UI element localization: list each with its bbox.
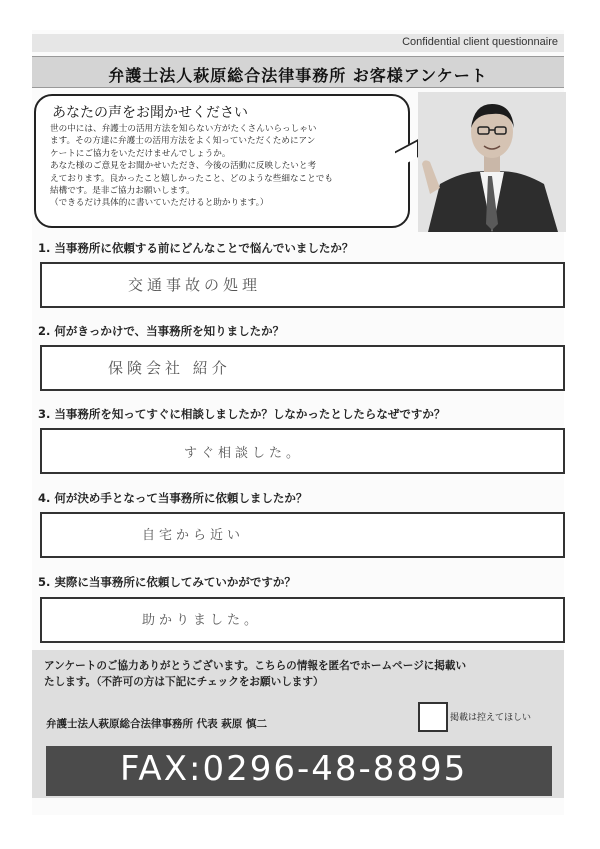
- intro-line: あなた様のご意見をお聞かせいただき、今後の活動に反映したいと考: [50, 161, 317, 172]
- answer-4-text: 自宅から近い: [142, 528, 245, 543]
- intro-line: 結構です。是非ご協力お願いします。: [50, 186, 195, 197]
- answer-3-box[interactable]: [40, 428, 565, 474]
- intro-line: えております。良かったこと嬉しかったこと、どのような些細なことでも: [50, 173, 333, 184]
- question-5-label: 5. 実際に当事務所に依頼してみていかがですか？: [38, 575, 296, 589]
- answer-3-text: すぐ相談した。: [184, 446, 304, 461]
- answer-2-box[interactable]: [40, 345, 565, 391]
- footer-thanks-line: アンケートのご協力ありがとうございます。こちらの情報を匿名でホームページに掲載い: [44, 660, 467, 672]
- intro-line: ます。その方達に弁護士の活用方法をよく知っていただくためにアン: [50, 136, 316, 147]
- intro-speech-bubble: [34, 94, 410, 228]
- intro-line: 世の中には、弁護士の活用方法を知らない方がたくさんいらっしゃい: [50, 124, 317, 134]
- confidential-bar: [32, 34, 564, 52]
- question-4-label: 4. 何が決め手となって当事務所に依頼しましたか？: [38, 491, 308, 505]
- intro-text: [50, 123, 400, 210]
- fax-banner: [46, 746, 552, 796]
- lawyer-photo: [418, 92, 566, 232]
- answer-5-box[interactable]: [40, 597, 565, 643]
- page-title: 弁護士法人萩原総合法律事務所 お客様アンケート: [108, 66, 488, 85]
- intro-line: ケートにご協力をいただけませんでしょうか。: [50, 148, 231, 159]
- intro-line: （できるだけ具体的に書いていただけると助かります。）: [50, 198, 269, 209]
- intro-heading: あなたの声をお聞かせください: [52, 105, 248, 121]
- confidential-label: Confidential client questionnaire: [402, 36, 558, 48]
- title-bar: [32, 56, 564, 88]
- question-3-label: 3. 当事務所を知ってすぐに相談しましたか？しなかったとしたらなぜですか？: [38, 407, 446, 421]
- firm-representative: 弁護士法人萩原総合法律事務所 代表 萩原 慎二: [46, 718, 267, 730]
- answer-2-text: 保険会社 紹介: [108, 359, 231, 377]
- answer-1-box[interactable]: [40, 262, 565, 308]
- footer-thanks: [44, 658, 554, 690]
- no-publish-label: 掲載は控えてほしい: [450, 713, 532, 723]
- answer-5-text: 助かりました。: [142, 613, 262, 628]
- fax-number: FAX:0296-48-8895: [120, 749, 468, 789]
- question-1-label: 1. 当事務所に依頼する前にどんなことで悩んでいましたか？: [38, 241, 354, 255]
- footer-thanks-line: たします。（不許可の方は下記にチェックをお願いします）: [44, 676, 324, 688]
- answer-4-box[interactable]: [40, 512, 565, 558]
- answer-1-text: 交通事故の処理: [128, 276, 262, 294]
- footer-panel: [32, 650, 564, 798]
- question-2-label: 2. 何がきっかけで、当事務所を知りましたか？: [38, 324, 285, 338]
- lawyer-portrait-icon: [418, 92, 566, 232]
- no-publish-checkbox[interactable]: [418, 702, 448, 732]
